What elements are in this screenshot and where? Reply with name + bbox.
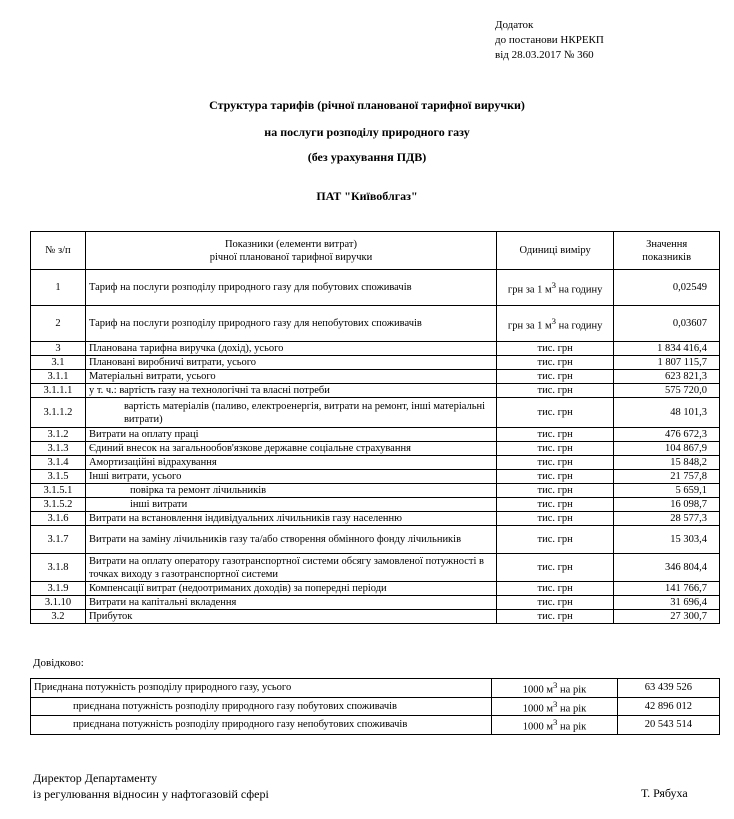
table-row <box>31 384 720 398</box>
ref-row-unit <box>492 697 617 716</box>
table-header-row <box>31 232 720 270</box>
ref-row-label: Приєднана потужність розподілу природного газу, усього <box>31 679 492 698</box>
ref-row-unit <box>492 716 617 735</box>
row-unit: тис. грн <box>497 582 614 596</box>
unit-superscript: 3 <box>551 279 557 290</box>
table-row <box>31 398 720 428</box>
unit-superscript: 3 <box>553 698 558 709</box>
row-num: 3.1.2 <box>31 428 86 442</box>
addendum-line-2: до постанови НКРЕКП <box>495 34 604 46</box>
row-unit: тис. грн <box>497 484 614 498</box>
unit-text-suffix: на годину <box>556 320 603 332</box>
row-value: 476 672,3 <box>614 428 720 442</box>
row-unit: тис. грн <box>497 526 614 554</box>
ref-row-value: 63 439 526 <box>617 679 719 698</box>
row-num: 2 <box>31 306 86 342</box>
header-indicator <box>85 232 496 270</box>
unit-superscript: 3 <box>553 717 558 727</box>
unit-text-suffix: на годину <box>556 284 603 296</box>
row-unit: тис. грн <box>497 384 614 398</box>
table-row <box>31 697 720 716</box>
signatory-name: Т. Рябуха <box>641 786 688 800</box>
row-label: інші витрати <box>85 498 496 512</box>
table-row <box>31 456 720 470</box>
header-indicator-line-2: річної планованої тарифної виручки <box>209 251 373 263</box>
row-value: 0,03607 <box>614 306 720 342</box>
table-row <box>31 610 720 624</box>
row-num: 3.1.3 <box>31 442 86 456</box>
unit-text: 1000 м <box>522 684 554 696</box>
header-value-line-1: Значення <box>646 238 688 250</box>
row-unit: тис. грн <box>497 356 614 370</box>
unit-text: грн за 1 м <box>507 284 552 296</box>
unit-text: 1000 м <box>522 703 554 714</box>
row-num: 3.1 <box>31 356 86 370</box>
row-label: Прибуток <box>85 610 496 624</box>
table-row <box>31 342 720 356</box>
table-row <box>31 512 720 526</box>
table-row <box>31 356 720 370</box>
row-value: 31 696,4 <box>614 596 720 610</box>
ref-row-value: 42 896 012 <box>617 697 719 716</box>
unit-text-suffix: на рік <box>557 721 587 733</box>
row-value: 1 807 115,7 <box>614 356 720 370</box>
addendum-line-1: Додаток <box>495 19 534 31</box>
unit-text: 1000 м <box>522 721 554 733</box>
row-num: 3.1.1 <box>31 370 86 384</box>
row-value: 623 821,3 <box>614 370 720 384</box>
row-label: Планована тарифна виручка (дохід), усього <box>85 342 496 356</box>
row-unit <box>497 270 614 306</box>
row-value: 15 848,2 <box>614 456 720 470</box>
signatory-position-line-1: Директор Департаменту <box>33 771 158 785</box>
document-title-line-2: на послуги розподілу природного газу <box>264 125 470 139</box>
row-num: 3.1.5 <box>31 470 86 484</box>
header-value <box>614 232 720 270</box>
table-row <box>31 442 720 456</box>
ref-row-label: приєднана потужність розподілу природного газу побутових споживачів <box>31 697 492 716</box>
header-indicator-line-1: Показники (елементи витрат) <box>224 238 357 250</box>
header-value-line-2: показників <box>642 251 692 263</box>
row-label: Витрати на заміну лічильників газу та/або створення обмінного фонду лічильників <box>85 526 496 554</box>
row-num: 3.1.5.1 <box>31 484 86 498</box>
reference-table <box>30 678 720 735</box>
row-unit <box>497 306 614 342</box>
row-label: Амортизаційні відрахування <box>85 456 496 470</box>
row-unit: тис. грн <box>497 596 614 610</box>
row-value: 0,02549 <box>614 270 720 306</box>
row-num: 3.1.1.1 <box>31 384 86 398</box>
row-label: Витрати на оплату праці <box>85 428 496 442</box>
row-label: Тариф на послуги розподілу природного газу для непобутових споживачів <box>85 306 496 342</box>
row-num: 3 <box>31 342 86 356</box>
row-num: 3.1.4 <box>31 456 86 470</box>
ref-row-label: приєднана потужність розподілу природного газу непобутових споживачів <box>31 716 492 735</box>
table-row <box>31 484 720 498</box>
table-row <box>31 716 720 735</box>
row-label: Витрати на встановлення індивідуальних лічильників газу населенню <box>85 512 496 526</box>
row-unit: тис. грн <box>497 456 614 470</box>
row-label: повірка та ремонт лічильників <box>85 484 496 498</box>
row-num: 3.2 <box>31 610 86 624</box>
row-unit: тис. грн <box>497 610 614 624</box>
row-num: 1 <box>31 270 86 306</box>
table-row <box>31 679 720 698</box>
row-unit: тис. грн <box>497 428 614 442</box>
ref-row-unit <box>492 679 617 698</box>
row-num: 3.1.10 <box>31 596 86 610</box>
row-value: 27 300,7 <box>614 610 720 624</box>
row-unit: тис. грн <box>497 512 614 526</box>
table-row <box>31 428 720 442</box>
row-value: 16 098,7 <box>614 498 720 512</box>
row-value: 48 101,3 <box>614 398 720 428</box>
signatory-position-line-2: із регулювання відносин у нафтогазовій сфері <box>33 787 269 801</box>
row-value: 1 834 416,4 <box>614 342 720 356</box>
row-label: Тариф на послуги розподілу природного газу для побутових споживачів <box>85 270 496 306</box>
addendum-note <box>495 18 604 63</box>
row-num: 3.1.6 <box>31 512 86 526</box>
row-unit: тис. грн <box>497 442 614 456</box>
row-num: 3.1.1.2 <box>31 398 86 428</box>
row-label: Компенсації витрат (недоотриманих доходів) за попередні періоди <box>85 582 496 596</box>
row-label: Плановані виробничі витрати, усього <box>85 356 496 370</box>
reference-heading: Довідково: <box>33 657 84 669</box>
row-unit: тис. грн <box>497 342 614 356</box>
document-title-line-1: Структура тарифів (річної планованої тарифної виручки) <box>209 98 525 112</box>
unit-text-suffix: на рік <box>557 703 587 714</box>
table-row <box>31 270 720 306</box>
unit-text-suffix: на рік <box>557 684 587 696</box>
row-unit: тис. грн <box>497 498 614 512</box>
row-label: Витрати на капітальні вкладення <box>85 596 496 610</box>
row-label: Витрати на оплату оператору газотранспортної системи обсягу замовленої потужності в точках виходу з газотранспортної системи <box>85 554 496 582</box>
company-name: ПАТ "Київоблгаз" <box>316 189 418 203</box>
row-num: 3.1.9 <box>31 582 86 596</box>
row-num: 3.1.5.2 <box>31 498 86 512</box>
row-value: 15 303,4 <box>614 526 720 554</box>
table-row <box>31 370 720 384</box>
row-value: 575 720,0 <box>614 384 720 398</box>
row-num: 3.1.8 <box>31 554 86 582</box>
table-row <box>31 582 720 596</box>
unit-superscript: 3 <box>551 315 557 326</box>
header-unit: Одиниці виміру <box>497 232 614 270</box>
row-label: у т. ч.: вартість газу на технологічні та власні потреби <box>85 384 496 398</box>
signatory-position <box>33 770 269 802</box>
row-value: 346 804,4 <box>614 554 720 582</box>
unit-text: грн за 1 м <box>507 320 552 332</box>
table-row <box>31 306 720 342</box>
row-unit: тис. грн <box>497 370 614 384</box>
row-unit: тис. грн <box>497 470 614 484</box>
row-label: Єдиний внесок на загальнообов'язкове державне соціальне страхування <box>85 442 496 456</box>
table-row <box>31 470 720 484</box>
row-value: 21 757,8 <box>614 470 720 484</box>
tariff-structure-table <box>30 231 720 624</box>
row-label: вартість матеріалів (паливо, електроенергія, витрати на ремонт, інші матеріальні витрати) <box>85 398 496 428</box>
table-row <box>31 526 720 554</box>
row-value: 5 659,1 <box>614 484 720 498</box>
table-row <box>31 596 720 610</box>
ref-row-value: 20 543 514 <box>617 716 719 735</box>
row-unit: тис. грн <box>497 554 614 582</box>
addendum-line-3: від 28.03.2017 № 360 <box>495 49 594 61</box>
header-num: № з/п <box>31 232 86 270</box>
row-value: 104 867,9 <box>614 442 720 456</box>
row-label: Матеріальні витрати, усього <box>85 370 496 384</box>
row-value: 141 766,7 <box>614 582 720 596</box>
table-row <box>31 498 720 512</box>
row-label: Інші витрати, усього <box>85 470 496 484</box>
document-title-line-3: (без урахування ПДВ) <box>307 150 427 164</box>
unit-superscript: 3 <box>553 680 558 690</box>
table-row <box>31 554 720 582</box>
row-value: 28 577,3 <box>614 512 720 526</box>
row-unit: тис. грн <box>497 398 614 428</box>
row-num: 3.1.7 <box>31 526 86 554</box>
